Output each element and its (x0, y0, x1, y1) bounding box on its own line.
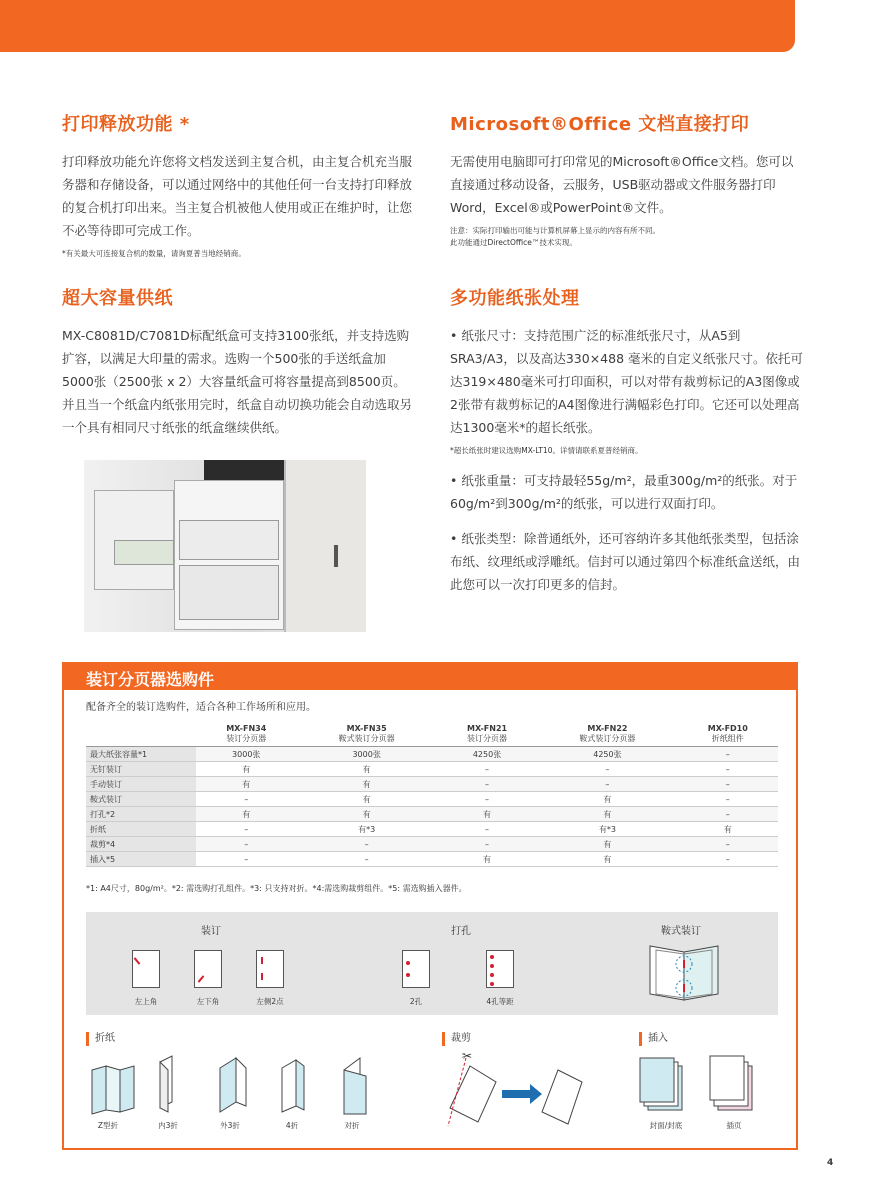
table-cell: – (196, 792, 296, 807)
table-cell: 有 (296, 792, 436, 807)
table-cell: 有 (296, 762, 436, 777)
row-label: 最大纸张容量*1 (86, 747, 196, 762)
table-cell: – (437, 837, 537, 852)
table-row (86, 822, 778, 837)
table-cell: – (537, 762, 677, 777)
row-label: 手动装订 (86, 777, 196, 792)
table-cell: – (296, 852, 436, 867)
table-cell: 有 (437, 852, 537, 867)
column-header: MX-FN22 鞍式装订分页器 (537, 722, 677, 747)
table-footnote: *1: A4尺寸，80g/m²。*2: 需选购打孔组件。*3: 只支持对折。*4:需选购裁剪组件。*5: 需选购插入器件。 (86, 884, 467, 893)
print-release-body: 打印释放功能允许您将文档发送到主复合机，由主复合机充当服务器和存储设备，可以通过网络中的其他任何一台支持打印释放的复合机打印出来。当主复合机被他人使用或正在维护时，让您不必等待即可完成工作。 (62, 154, 413, 238)
table-cell: 有 (296, 807, 436, 822)
large-capacity-body: MX-C8081D/C7081D标配纸盒可支持3100张纸，并支持选购扩容，以满足大印量的需求。选购一个500张的手送纸盒加5000张（2500张 x 2）大容量纸盒可将容量提高到8500页。并且当一个纸盒内纸张用完时，纸盒自动切换功能会自动选取另一个具有相同尺寸纸张的纸盒继续供纸。 (62, 328, 413, 435)
table-cell: 有 (437, 807, 537, 822)
row-label: 鞍式装订 (86, 792, 196, 807)
staple-item-3: 左侧2点 (256, 997, 284, 1006)
punch-2-hole-icon (402, 950, 430, 988)
staple-top-left-icon (132, 950, 160, 988)
insert-item-1: 封面/封底 (649, 1121, 683, 1130)
header-tab (0, 0, 795, 52)
punch-label: 打孔 (451, 926, 471, 937)
table-cell: – (196, 852, 296, 867)
finisher-spec-table (86, 722, 778, 867)
paper-handling-title: 多功能纸张处理 (450, 288, 580, 309)
table-cell: – (678, 852, 778, 867)
finisher-title: 装订分页器选购件 (64, 664, 796, 690)
large-capacity-title: 超大容量供纸 (62, 288, 173, 309)
table-cell: 有 (196, 762, 296, 777)
row-label: 打孔*2 (86, 807, 196, 822)
table-cell: – (196, 837, 296, 852)
table-cell: – (678, 762, 778, 777)
table-row (86, 837, 778, 852)
finisher-options-panel (62, 662, 798, 1150)
paper-size-text: • 纸张尺寸：支持范围广泛的标准纸张尺寸，从A5到SRA3/A3，以及高达330×488 毫米的自定义纸张尺寸。依托可达319×480毫米可打印面积，可以对带有裁剪标记的A3图像或2张带有裁剪标记的A4图像进行满幅彩色打印。它还可以处理高达1300毫米*的超长纸张。 (450, 328, 803, 435)
column-header: MX-FN34 装订分页器 (196, 722, 296, 747)
table-row (86, 762, 778, 777)
table-cell: 4250张 (437, 747, 537, 762)
row-label: 无钉装订 (86, 762, 196, 777)
table-cell: – (296, 837, 436, 852)
table-header-row (86, 722, 778, 747)
printer-photo (84, 460, 366, 632)
print-release-section (62, 110, 417, 260)
table-cell: – (437, 792, 537, 807)
row-label: 裁剪*4 (86, 837, 196, 852)
fold-diagrams-icon (86, 1054, 406, 1116)
print-release-title: 打印释放功能 * (62, 114, 190, 135)
paper-type-text: • 纸张类型：除普通纸外，还可容纳许多其他纸张类型，包括涂布纸、纹理纸或浮雕纸。信封可以通过第四个标准纸盒送纸，由此您可以一次打印更多的信封。 (450, 531, 801, 592)
staple-item-1: 左上角 (134, 997, 158, 1006)
office-print-note-1: 注意：实际打印输出可能与计算机屏幕上显示的内容有所不同。 (450, 226, 660, 235)
paper-size-note: *超长纸张时建议选购MX-LT10。详情请联系夏普经销商。 (450, 446, 643, 455)
column-header: MX-FD10 折纸组件 (678, 722, 778, 747)
table-cell: – (678, 777, 778, 792)
office-print-title: Microsoft®Office 文档直接打印 (450, 114, 750, 135)
fold-item-1: Z型折 (97, 1121, 119, 1130)
insert-diagrams-icon (634, 1052, 764, 1116)
table-row (86, 852, 778, 867)
fold-item-4: 4折 (285, 1121, 299, 1130)
staple-bottom-left-icon (194, 950, 222, 988)
table-cell: 有 (196, 807, 296, 822)
staple-item-2: 左下角 (196, 997, 220, 1006)
trim-label: 裁剪 (442, 1032, 471, 1046)
fold-item-2: 内3折 (158, 1121, 178, 1130)
punch-item-1: 2孔 (409, 997, 423, 1006)
column-header: MX-FN35 鞍式装订分页器 (296, 722, 436, 747)
fold-item-5: 对折 (344, 1121, 360, 1130)
svg-text:✂: ✂ (462, 1049, 473, 1063)
office-print-note-2: 此功能通过DirectOffice™技术实现。 (450, 238, 577, 247)
table-cell: 有 (537, 837, 677, 852)
trim-diagram-icon (442, 1046, 602, 1130)
table-cell: – (437, 777, 537, 792)
fold-item-3: 外3折 (220, 1121, 240, 1130)
table-row (86, 747, 778, 762)
table-cell: – (678, 837, 778, 852)
table-cell: 有 (296, 777, 436, 792)
staple-two-point-icon (256, 950, 284, 988)
punch-item-2: 4孔等距 (486, 997, 514, 1006)
finisher-subtitle: 配备齐全的装订选购件，适合各种工作场所和应用。 (86, 702, 316, 713)
table-cell: 3000张 (196, 747, 296, 762)
fold-label: 折纸 (86, 1032, 115, 1046)
row-label: 插入*5 (86, 852, 196, 867)
table-row (86, 792, 778, 807)
table-cell: 有 (537, 807, 677, 822)
office-print-section (450, 110, 805, 249)
table-cell: 有 (678, 822, 778, 837)
table-row (86, 807, 778, 822)
paper-weight-text: • 纸张重量：可支持最轻55g/m²，最重300g/m²的纸张。对于60g/m²到300g/m²的纸张，可以进行双面打印。 (450, 473, 798, 511)
table-cell: 4250张 (537, 747, 677, 762)
finishing-diagram-box (86, 912, 778, 1015)
table-cell: – (437, 822, 537, 837)
table-cell: 3000张 (296, 747, 436, 762)
column-header: MX-FN21 装订分页器 (437, 722, 537, 747)
table-cell: – (678, 792, 778, 807)
table-corner (86, 722, 196, 747)
row-label: 折纸 (86, 822, 196, 837)
table-cell: – (196, 822, 296, 837)
paper-handling-section (450, 284, 805, 596)
table-row (86, 777, 778, 792)
page-number: 4 (827, 1158, 834, 1168)
saddle-label: 鞍式装订 (661, 926, 701, 937)
print-release-note: *有关最大可连接复合机的数量，请询夏普当地经销商。 (62, 249, 246, 258)
table-cell: – (437, 762, 537, 777)
saddle-booklet-icon (646, 944, 722, 1004)
table-cell: – (678, 747, 778, 762)
table-cell: 有*3 (296, 822, 436, 837)
table-cell: – (537, 777, 677, 792)
large-capacity-section (62, 284, 417, 439)
insert-item-2: 插页 (726, 1121, 742, 1130)
punch-4-hole-icon (486, 950, 514, 988)
table-cell: – (678, 807, 778, 822)
staple-label: 装订 (201, 926, 221, 937)
table-cell: 有*3 (537, 822, 677, 837)
office-print-body: 无需使用电脑即可打印常见的Microsoft®Office文档。您可以直接通过移动设备，云服务，USB驱动器或文件服务器打印Word，Excel®或PowerPoint®文件。 (450, 154, 794, 215)
insert-label: 插入 (639, 1032, 668, 1046)
table-cell: 有 (537, 792, 677, 807)
table-cell: 有 (537, 852, 677, 867)
table-cell: 有 (196, 777, 296, 792)
